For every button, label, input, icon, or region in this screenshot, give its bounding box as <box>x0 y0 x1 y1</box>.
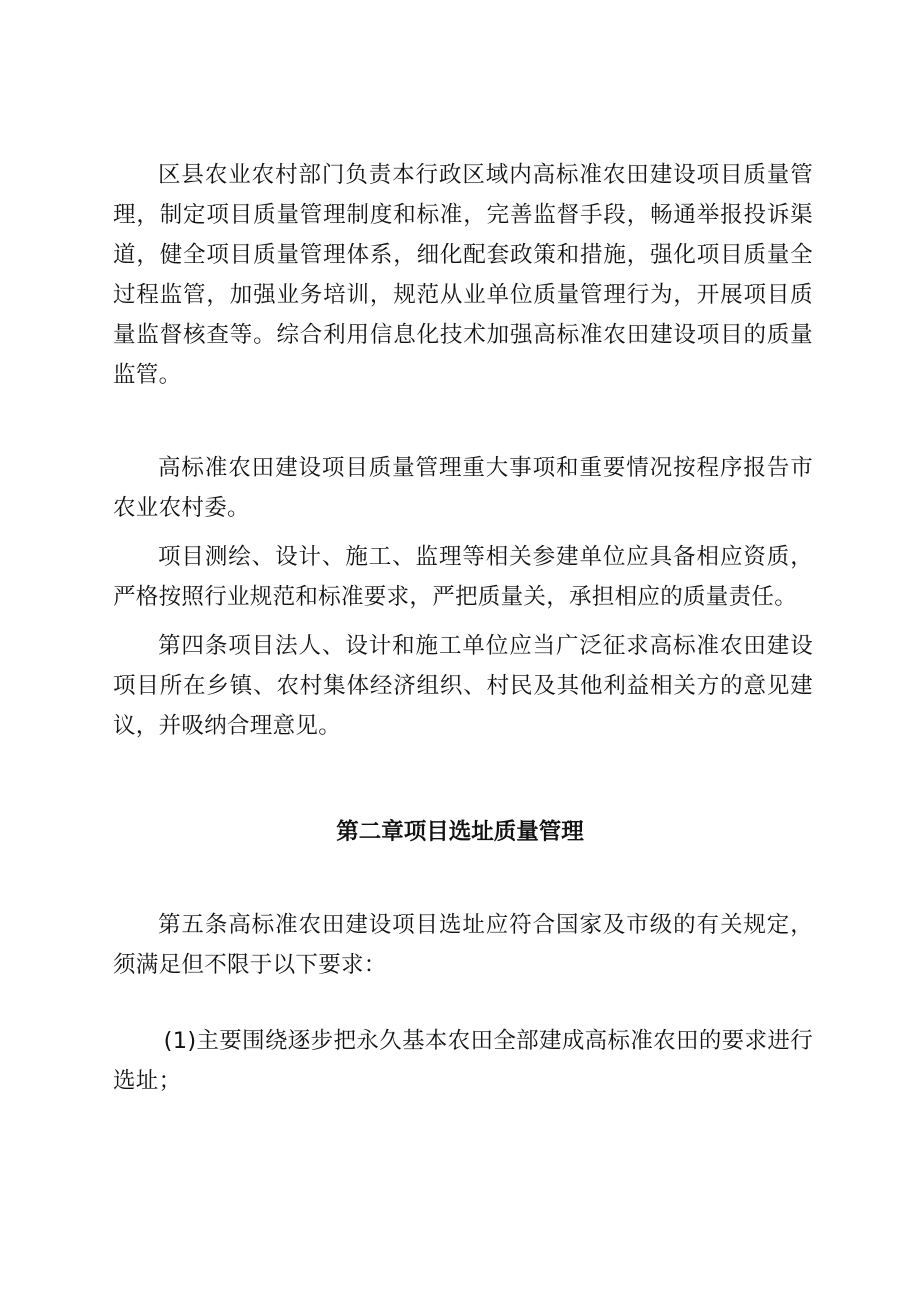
paragraph-article-four: 第四条项目法人、设计和施工单位应当广泛征求高标准农田建设项目所在乡镇、农村集体经济组织、村民及其他利益相关方的意见建议，并吸纳合理意见。 <box>113 633 813 739</box>
paragraph-reporting: 高标准农田建设项目质量管理重大事项和重要情况按程序报告市农业农村委。 <box>113 455 813 521</box>
paragraph-qualification: 项目测绘、设计、施工、监理等相关参建单位应具备相应资质，严格按照行业规范和标准要求，严把质量关，承担相应的质量责任。 <box>113 544 813 610</box>
list-item-one: (1)主要围绕逐步把永久基本农田全部建成高标准农田的要求进行选址； <box>113 1028 813 1094</box>
paragraph-article-five: 第五条高标准农田建设项目选址应符合国家及市级的有关规定，须满足但不限于以下要求： <box>113 912 813 978</box>
chapter-heading: 第二章项目选址质量管理 <box>336 819 584 845</box>
paragraph-county-responsibility: 区县农业农村部门负责本行政区域内高标准农田建设项目质量管理，制定项目质量管理制度和标准，完善监督手段，畅通举报投诉渠道，健全项目质量管理体系，细化配套政策和措施，强化项目质量全过程监管，加强业务培训，规范从业单位质量管理行为，开展项目质量监督核查等。综合利用信息化技术加强高标准农田建设项目的质量监管。 <box>113 162 813 388</box>
